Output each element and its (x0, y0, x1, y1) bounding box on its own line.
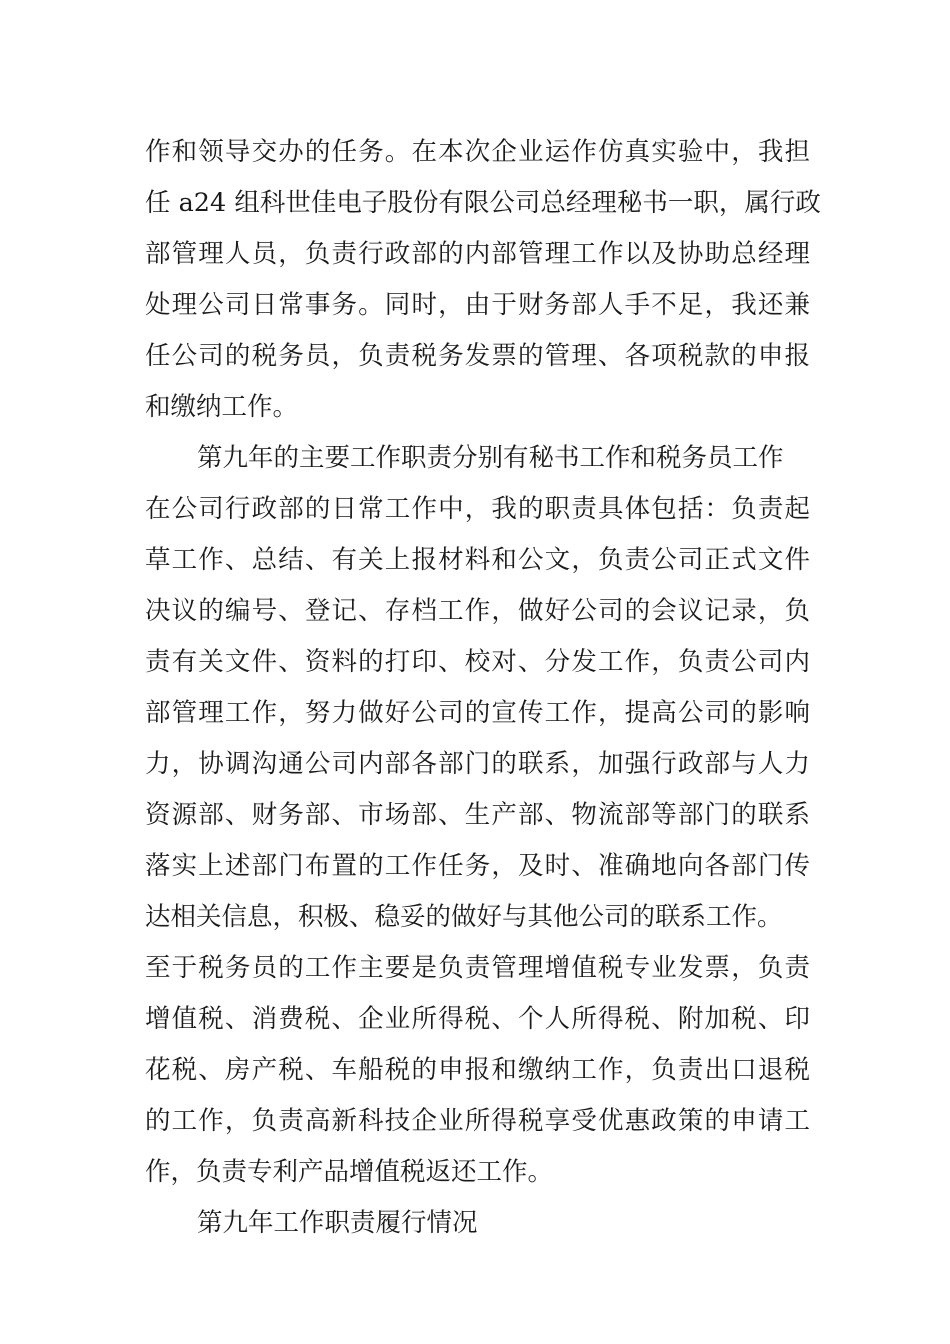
text-line: 在公司行政部的日常工作中，我的职责具体包括：负责起 (145, 494, 810, 524)
document-body (145, 127, 821, 1249)
text-line: 任 a24 组科世佳电子股份有限公司总经理秘书一职，属行政 (145, 188, 821, 218)
text-line: 任公司的税务员，负责税务发票的管理、各项税款的申报 (145, 341, 810, 371)
text-line: 达相关信息，积极、稳妥的做好与其他公司的联系工作。 (145, 902, 783, 932)
text-line: 决议的编号、登记、存档工作，做好公司的会议记录，负 (145, 596, 810, 626)
text-line: 的工作，负责高新科技企业所得税享受优惠政策的申请工 (145, 1106, 810, 1136)
text-line: 和缴纳工作。 (145, 392, 299, 422)
text-line: 作和领导交办的任务。在本次企业运作仿真实验中，我担 (145, 137, 810, 167)
text-line: 作，负责专利产品增值税返还工作。 (145, 1157, 554, 1187)
section-heading: 第九年工作职责履行情况 (197, 1208, 478, 1238)
text-line: 部管理工作，努力做好公司的宣传工作，提高公司的影响 (145, 698, 810, 728)
text-line: 至于税务员的工作主要是负责管理增值税专业发票，负责 (145, 953, 810, 983)
text-line: 花税、房产税、车船税的申报和缴纳工作，负责出口退税 (145, 1055, 810, 1085)
text-line: 落实上述部门布置的工作任务，及时、准确地向各部门传 (145, 851, 810, 881)
text-line: 增值税、消费税、企业所得税、个人所得税、附加税、印 (145, 1004, 810, 1034)
text-line: 责有关文件、资料的打印、校对、分发工作，负责公司内 (145, 647, 810, 677)
text-line: 力，协调沟通公司内部各部门的联系，加强行政部与人力 (145, 749, 810, 779)
text-line: 资源部、财务部、市场部、生产部、物流部等部门的联系 (145, 800, 810, 830)
text-line: 部管理人员，负责行政部的内部管理工作以及协助总经理 (145, 239, 810, 269)
paragraph-heading: 第九年的主要工作职责分别有秘书工作和税务员工作 (197, 443, 784, 473)
text-line: 处理公司日常事务。同时，由于财务部人手不足，我还兼 (145, 290, 810, 320)
text-line: 草工作、总结、有关上报材料和公文，负责公司正式文件 (145, 545, 810, 575)
